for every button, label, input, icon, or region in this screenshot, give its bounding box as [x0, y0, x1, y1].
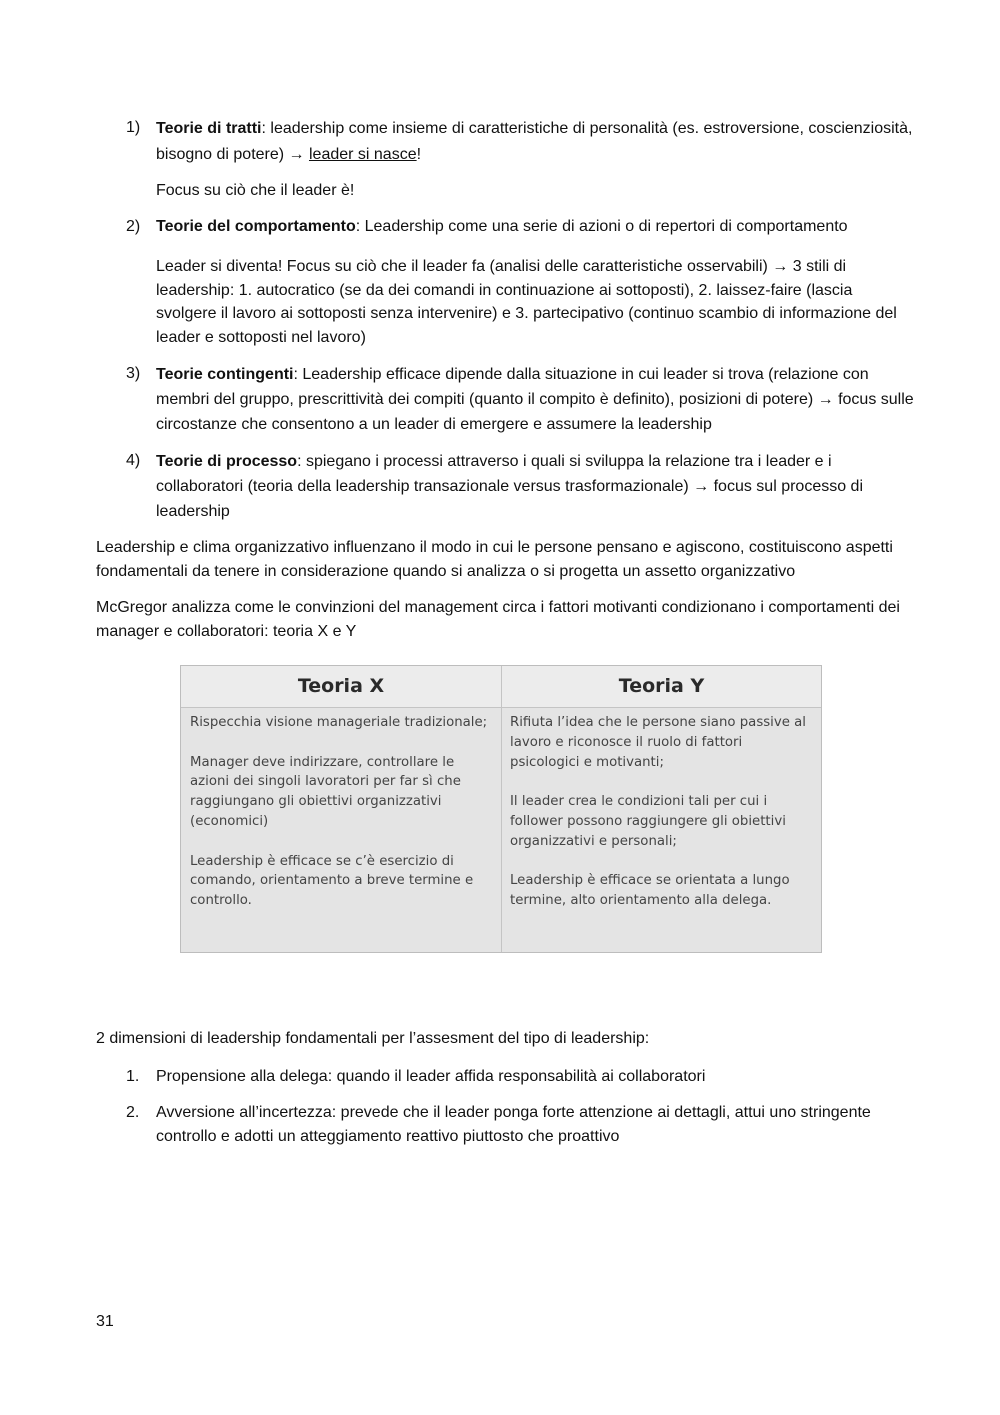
- theory-body: [156, 449, 916, 524]
- theory-number: 2): [126, 218, 141, 235]
- theory-number: 3): [126, 365, 141, 382]
- theory-text: : spiegano i processi attraverso i quali si sviluppa la relazione tra i leader e i collaboratori (teoria della leadership transazionale versus trasformazionale) → focus sul processo di leadership: [156, 453, 864, 520]
- paragraph-dimensions: 2 dimensioni di leadership fondamentali per l’assesment del tipo di leadership:: [96, 1030, 650, 1047]
- theory-body: [156, 362, 916, 437]
- theory-title: Teorie di processo: [156, 453, 298, 470]
- theory-body: [156, 116, 916, 168]
- paragraph-climate: Leadership e clima organizzativo influenzano il modo in cui le persone pensano e agiscono, costituiscono aspetti fondamentali da tenere in considerazione quando si analizza o si progetta un assetto organizzativo: [96, 539, 893, 580]
- theory-note-text: Leader si diventa! Focus su ciò che il leader fa (analisi delle caratteristiche osservabili) → 3 stili di leadership: 1. autocratico (se da dei comandi in continuazione ai sottoposti), 2. laissez-faire (lascia svolgere il lavoro ai sottoposti senza intervenire) e 3. partecipativo (continuo scambio di informazione del leader e sottoposti nel lavoro): [156, 258, 897, 346]
- theory-x-p2: Manager deve indirizzare, controllare le azioni dei singoli lavoratori per far sì che raggiungano gli obiettivi organizzativi (economici): [190, 754, 461, 829]
- header-theory-y: Teoria Y: [618, 675, 705, 697]
- dimension-text: Avversione all’incertezza: prevede che il leader ponga forte attenzione ai dettagli, attui uno stringente controllo e adotti un atteggiamento reattivo piuttosto che proattivo: [156, 1104, 871, 1145]
- header-theory-x: Teoria X: [297, 675, 385, 697]
- theory-x-p1: Rispecchia visione manageriale tradizionale;: [190, 715, 488, 730]
- theory-y-p1: Rifiuta l’idea che le persone siano passive al lavoro e riconosce il ruolo di fattori psicologici e motivanti;: [510, 715, 806, 770]
- theory-underlined: leader si nasce: [308, 146, 417, 163]
- theory-text: : Leadership efficace dipende dalla situazione in cui leader si trova (relazione con membri del gruppo, prescrittività dei compiti (quanto il compito è definito), posizioni di potere) → focus sulle circostanze che consentono a un leader di emergere e assumere la leadership: [156, 366, 914, 433]
- theory-x-p3: Leadership è efficace se c’è esercizio di comando, orientamento a breve termine e controllo.: [190, 853, 474, 909]
- page-number: 31: [96, 1313, 114, 1330]
- theory-note-text: Focus su ciò che il leader è!: [156, 182, 355, 199]
- theory-xy-table: [180, 665, 822, 953]
- paragraph-mcgregor: McGregor analizza come le convinzioni del management circa i fattori motivanti condizionano i comportamenti dei manager e collaboratori: teoria X e Y: [96, 599, 900, 640]
- theory-y-cell: [510, 713, 815, 911]
- theory-item-1: [96, 116, 916, 166]
- theory-text: : Leadership come una serie di azioni o di repertori di comportamento: [355, 218, 848, 235]
- theory-x-cell: [190, 713, 495, 911]
- theory-number: 1): [126, 119, 141, 136]
- table-divider: [501, 666, 502, 952]
- theory-y-p3: Leadership è efficace se orientata a lungo termine, alto orientamento alla delega.: [510, 873, 790, 909]
- dimension-number: 2.: [126, 1104, 140, 1121]
- theory-title: Teorie di tratti: [156, 120, 262, 137]
- theory-title: Teorie del comportamento: [156, 218, 356, 235]
- theory-y-p2: Il leader crea le condizioni tali per cui i follower possono raggiungere gli obiettivi organizzativi e personali;: [510, 794, 786, 849]
- dimension-text: Propensione alla delega: quando il leader affida responsabilità ai collaboratori: [156, 1068, 706, 1085]
- theory-text: : leadership come insieme di caratteristiche di personalità (es. estroversione, coscienziosità, bisogno di potere) →: [156, 120, 913, 163]
- theory-title: Teorie contingenti: [156, 366, 294, 383]
- theory-tail: !: [416, 146, 422, 163]
- dimension-number: 1.: [126, 1068, 140, 1085]
- theory-number: 4): [126, 452, 141, 469]
- theory-body: [156, 215, 916, 239]
